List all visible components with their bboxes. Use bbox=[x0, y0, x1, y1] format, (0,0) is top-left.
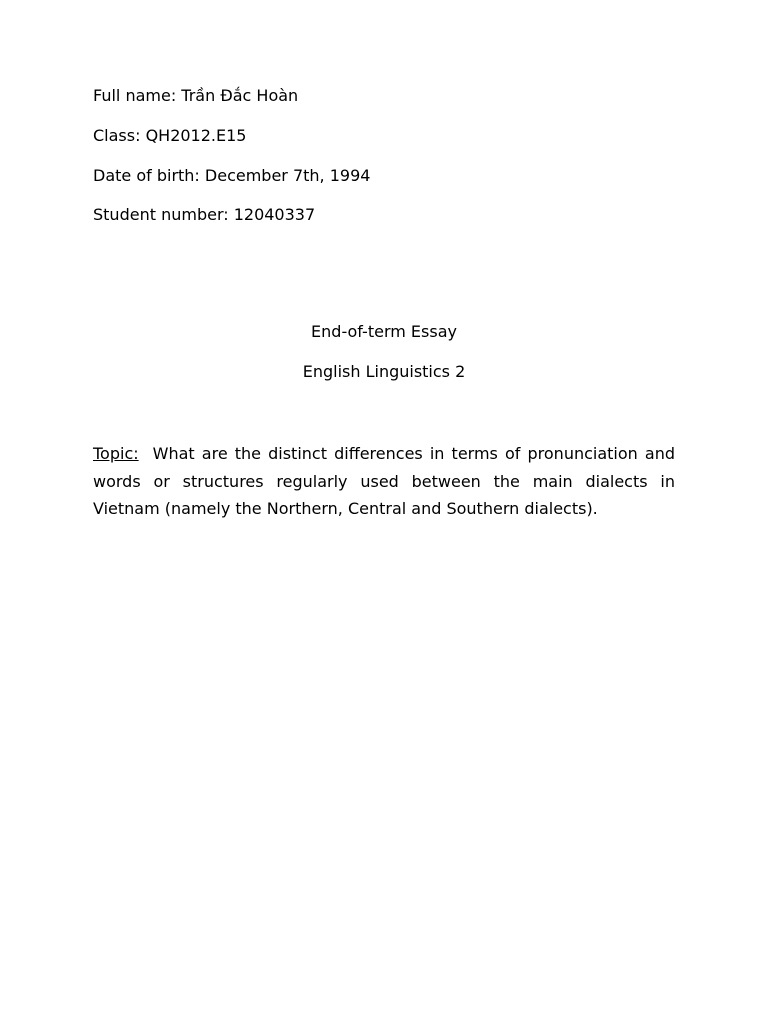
essay-title: End-of-term Essay bbox=[311, 322, 457, 341]
course-name: English Linguistics 2 bbox=[302, 362, 466, 381]
topic-label: Topic: bbox=[93, 444, 139, 463]
topic-paragraph bbox=[93, 440, 675, 523]
date-of-birth-line: Date of birth: December 7th, 1994 bbox=[93, 166, 371, 185]
student-number-line: Student number: 12040337 bbox=[93, 205, 316, 224]
full-name-line: Full name: Trần Đắc Hoàn bbox=[93, 86, 299, 105]
topic-text: What are the distinct differences in terms of pronunciation and words or structures regularly used between the main dialects in Vietnam (namely the Northern, Central and Southern dialects). bbox=[93, 444, 675, 518]
class-line: Class: QH2012.E15 bbox=[93, 126, 247, 145]
